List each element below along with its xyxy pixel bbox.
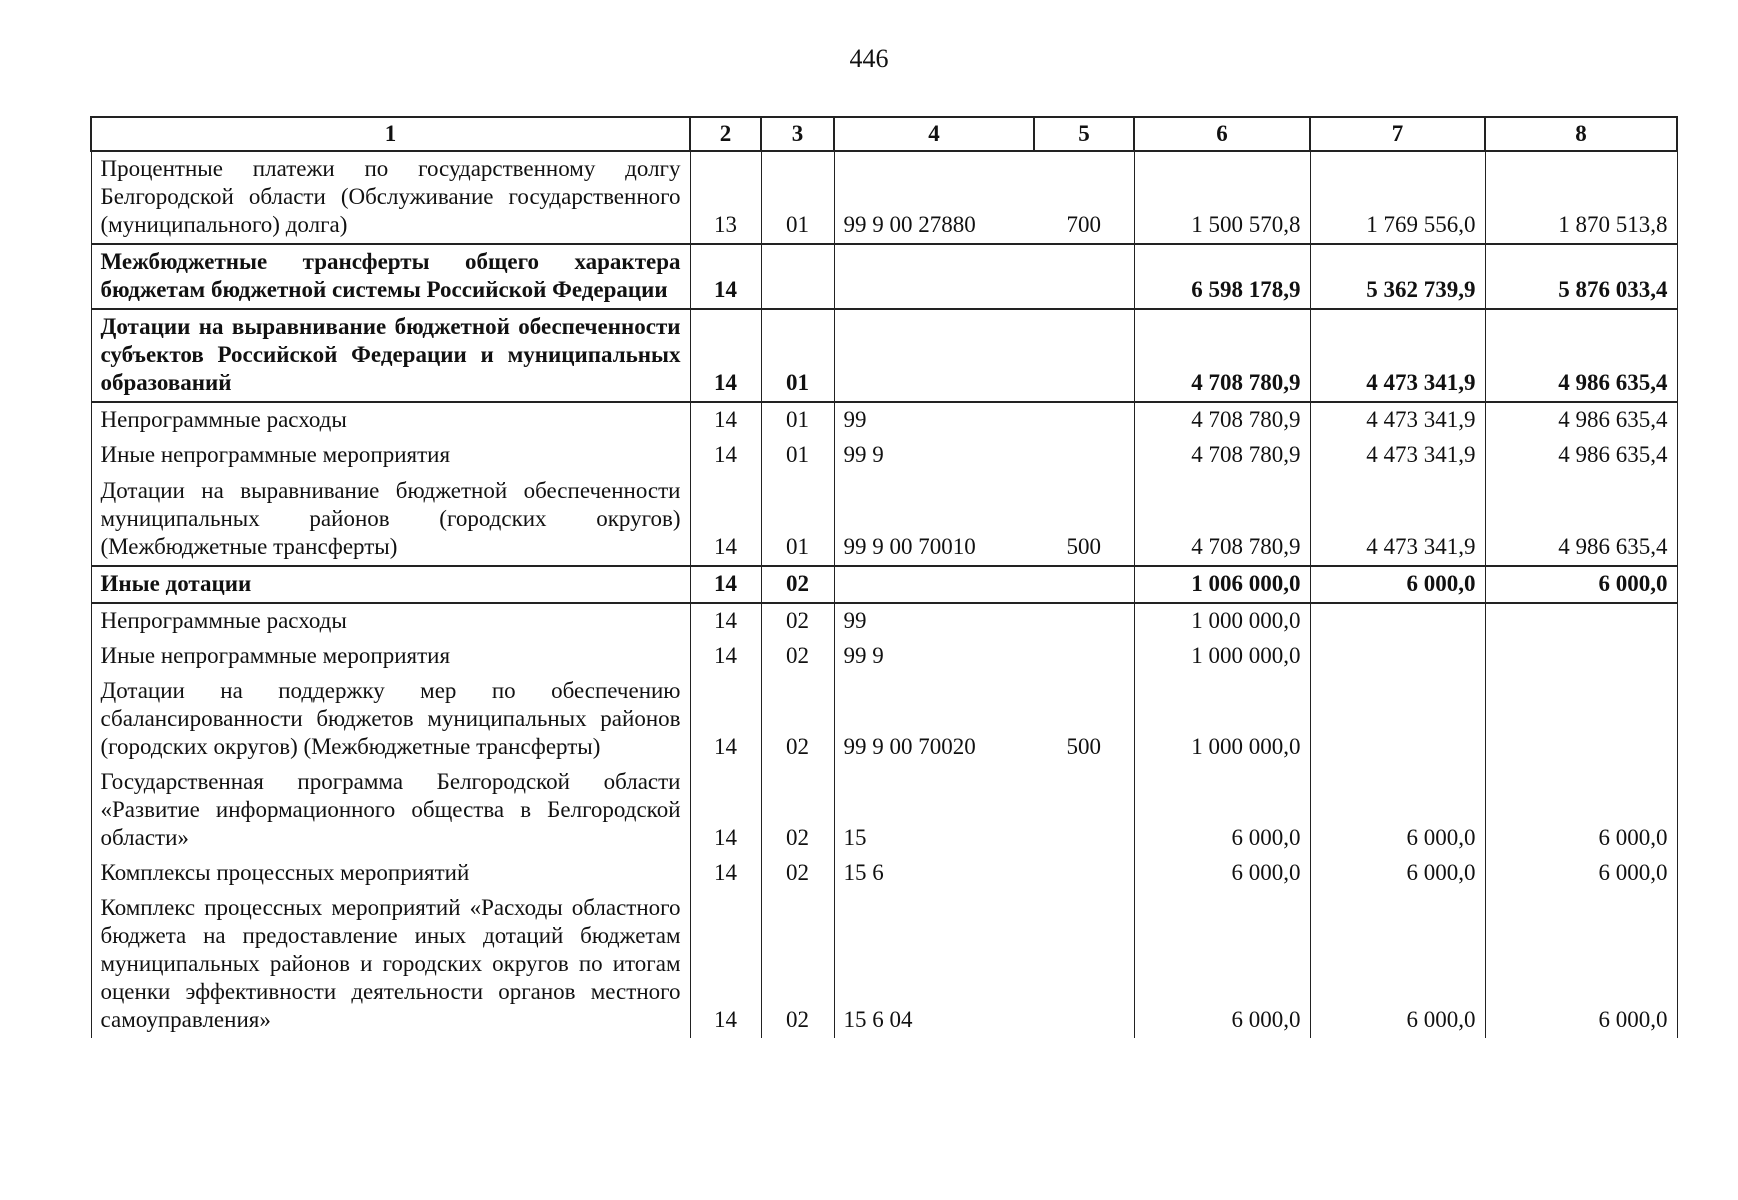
header-col-7: 7: [1310, 117, 1485, 151]
row-value-col8: 4 986 635,4: [1485, 402, 1677, 438]
table-row: [91, 674, 1677, 765]
row-subsection: 02: [761, 603, 834, 639]
row-value-col8: 4 986 635,4: [1485, 309, 1677, 402]
table-row: [91, 566, 1677, 603]
row-section: 14: [690, 309, 761, 402]
row-value-col7: 6 000,0: [1310, 765, 1485, 856]
row-value-col8: 6 000,0: [1485, 765, 1677, 856]
row-value-col6: 6 000,0: [1134, 856, 1310, 891]
row-name: Межбюджетные трансферты общего характера бюджетам бюджетной системы Российской Федерации: [91, 244, 690, 309]
row-target-article: [834, 566, 1034, 603]
row-subsection: 02: [761, 891, 834, 1038]
row-subsection: 01: [761, 151, 834, 244]
row-expense-type: 500: [1034, 474, 1134, 566]
row-value-col7: 4 473 341,9: [1310, 474, 1485, 566]
row-section: 14: [690, 856, 761, 891]
row-section: 14: [690, 474, 761, 566]
header-col-6: 6: [1134, 117, 1310, 151]
row-expense-type: [1034, 856, 1134, 891]
row-target-article: 15 6: [834, 856, 1034, 891]
row-subsection: 02: [761, 856, 834, 891]
row-section: 14: [690, 674, 761, 765]
table-row: [91, 765, 1677, 856]
row-section: 14: [690, 639, 761, 674]
row-subsection: [761, 244, 834, 309]
row-subsection: 02: [761, 566, 834, 603]
row-value-col6: 6 598 178,9: [1134, 244, 1310, 309]
table-row: [91, 151, 1677, 244]
row-value-col8: [1485, 603, 1677, 639]
table-row: [91, 639, 1677, 674]
row-subsection: 01: [761, 438, 834, 473]
row-name: Иные непрограммные мероприятия: [91, 438, 690, 473]
row-value-col6: 6 000,0: [1134, 891, 1310, 1038]
row-subsection: 02: [761, 674, 834, 765]
table-row: [91, 438, 1677, 473]
row-name: Непрограммные расходы: [91, 402, 690, 438]
row-expense-type: [1034, 244, 1134, 309]
row-subsection: 01: [761, 309, 834, 402]
row-expense-type: [1034, 309, 1134, 402]
row-value-col6: 1 000 000,0: [1134, 639, 1310, 674]
row-section: 14: [690, 438, 761, 473]
header-col-8: 8: [1485, 117, 1677, 151]
row-value-col6: 4 708 780,9: [1134, 309, 1310, 402]
table-row: [91, 856, 1677, 891]
row-name: Иные непрограммные мероприятия: [91, 639, 690, 674]
row-section: 14: [690, 765, 761, 856]
table-row: [91, 474, 1677, 566]
row-value-col8: [1485, 674, 1677, 765]
row-subsection: 01: [761, 474, 834, 566]
row-value-col7: 4 473 341,9: [1310, 438, 1485, 473]
row-subsection: 02: [761, 639, 834, 674]
row-name: Комплекс процессных мероприятий «Расходы областного бюджета на предоставление иных дотаций бюджетам муниципальных районов и городских округов по итогам оценки эффективности деятельности органов местного самоуправления»: [91, 891, 690, 1038]
row-target-article: [834, 309, 1034, 402]
row-expense-type: [1034, 639, 1134, 674]
row-target-article: 99 9 00 27880: [834, 151, 1034, 244]
row-value-col7: 6 000,0: [1310, 891, 1485, 1038]
row-expense-type: [1034, 566, 1134, 603]
row-expense-type: 500: [1034, 674, 1134, 765]
table-header: [91, 117, 1677, 151]
row-value-col7: [1310, 674, 1485, 765]
row-target-article: 99 9 00 70010: [834, 474, 1034, 566]
row-section: 14: [690, 566, 761, 603]
row-value-col6: 1 000 000,0: [1134, 674, 1310, 765]
row-value-col8: 6 000,0: [1485, 566, 1677, 603]
table-row: [91, 402, 1677, 438]
table-row: [91, 891, 1677, 1038]
row-section: 14: [690, 891, 761, 1038]
row-value-col7: 4 473 341,9: [1310, 309, 1485, 402]
row-value-col6: 4 708 780,9: [1134, 474, 1310, 566]
row-target-article: 99: [834, 402, 1034, 438]
row-target-article: 15 6 04: [834, 891, 1034, 1038]
row-name: Иные дотации: [91, 566, 690, 603]
table-row: [91, 244, 1677, 309]
row-target-article: 99 9 00 70020: [834, 674, 1034, 765]
row-section: 13: [690, 151, 761, 244]
table-body: [91, 151, 1677, 1038]
header-col-3: 3: [761, 117, 834, 151]
row-value-col7: [1310, 639, 1485, 674]
row-value-col6: 4 708 780,9: [1134, 438, 1310, 473]
header-row: [91, 117, 1677, 151]
row-section: 14: [690, 402, 761, 438]
row-subsection: 02: [761, 765, 834, 856]
row-value-col6: 1 500 570,8: [1134, 151, 1310, 244]
row-value-col8: 4 986 635,4: [1485, 474, 1677, 566]
header-col-1: 1: [91, 117, 690, 151]
row-section: 14: [690, 244, 761, 309]
row-target-article: 15: [834, 765, 1034, 856]
row-value-col6: 6 000,0: [1134, 765, 1310, 856]
header-col-5: 5: [1034, 117, 1134, 151]
row-value-col6: 4 708 780,9: [1134, 402, 1310, 438]
row-expense-type: [1034, 402, 1134, 438]
row-name: Процентные платежи по государственному долгу Белгородской области (Обслуживание государственного (муниципального) долга): [91, 151, 690, 244]
row-target-article: 99 9: [834, 639, 1034, 674]
budget-table: [90, 116, 1678, 1038]
header-col-4: 4: [834, 117, 1034, 151]
row-name: Дотации на выравнивание бюджетной обеспеченности муниципальных районов (городских округов) (Межбюджетные трансферты): [91, 474, 690, 566]
row-target-article: [834, 244, 1034, 309]
row-value-col8: 1 870 513,8: [1485, 151, 1677, 244]
row-expense-type: [1034, 603, 1134, 639]
row-value-col7: 1 769 556,0: [1310, 151, 1485, 244]
row-target-article: 99: [834, 603, 1034, 639]
row-name: Дотации на поддержку мер по обеспечению сбалансированности бюджетов муниципальных районов (городских округов) (Межбюджетные трансферты): [91, 674, 690, 765]
row-section: 14: [690, 603, 761, 639]
row-value-col6: 1 000 000,0: [1134, 603, 1310, 639]
row-value-col7: 5 362 739,9: [1310, 244, 1485, 309]
row-value-col7: 6 000,0: [1310, 566, 1485, 603]
table-row: [91, 603, 1677, 639]
row-value-col8: 4 986 635,4: [1485, 438, 1677, 473]
row-value-col8: 6 000,0: [1485, 891, 1677, 1038]
page-number: 446: [849, 44, 889, 73]
row-expense-type: [1034, 765, 1134, 856]
row-expense-type: [1034, 891, 1134, 1038]
row-value-col7: 6 000,0: [1310, 856, 1485, 891]
row-name: Непрограммные расходы: [91, 603, 690, 639]
row-name: Комплексы процессных мероприятий: [91, 856, 690, 891]
row-value-col8: 5 876 033,4: [1485, 244, 1677, 309]
row-subsection: 01: [761, 402, 834, 438]
row-value-col8: [1485, 639, 1677, 674]
row-expense-type: [1034, 438, 1134, 473]
row-expense-type: 700: [1034, 151, 1134, 244]
row-value-col6: 1 006 000,0: [1134, 566, 1310, 603]
row-target-article: 99 9: [834, 438, 1034, 473]
table-row: [91, 309, 1677, 402]
row-value-col7: [1310, 603, 1485, 639]
row-value-col7: 4 473 341,9: [1310, 402, 1485, 438]
header-col-2: 2: [690, 117, 761, 151]
row-name: Дотации на выравнивание бюджетной обеспеченности субъектов Российской Федерации и муниципальных образований: [91, 309, 690, 402]
row-name: Государственная программа Белгородской области «Развитие информационного общества в Белгородской области»: [91, 765, 690, 856]
row-value-col8: 6 000,0: [1485, 856, 1677, 891]
